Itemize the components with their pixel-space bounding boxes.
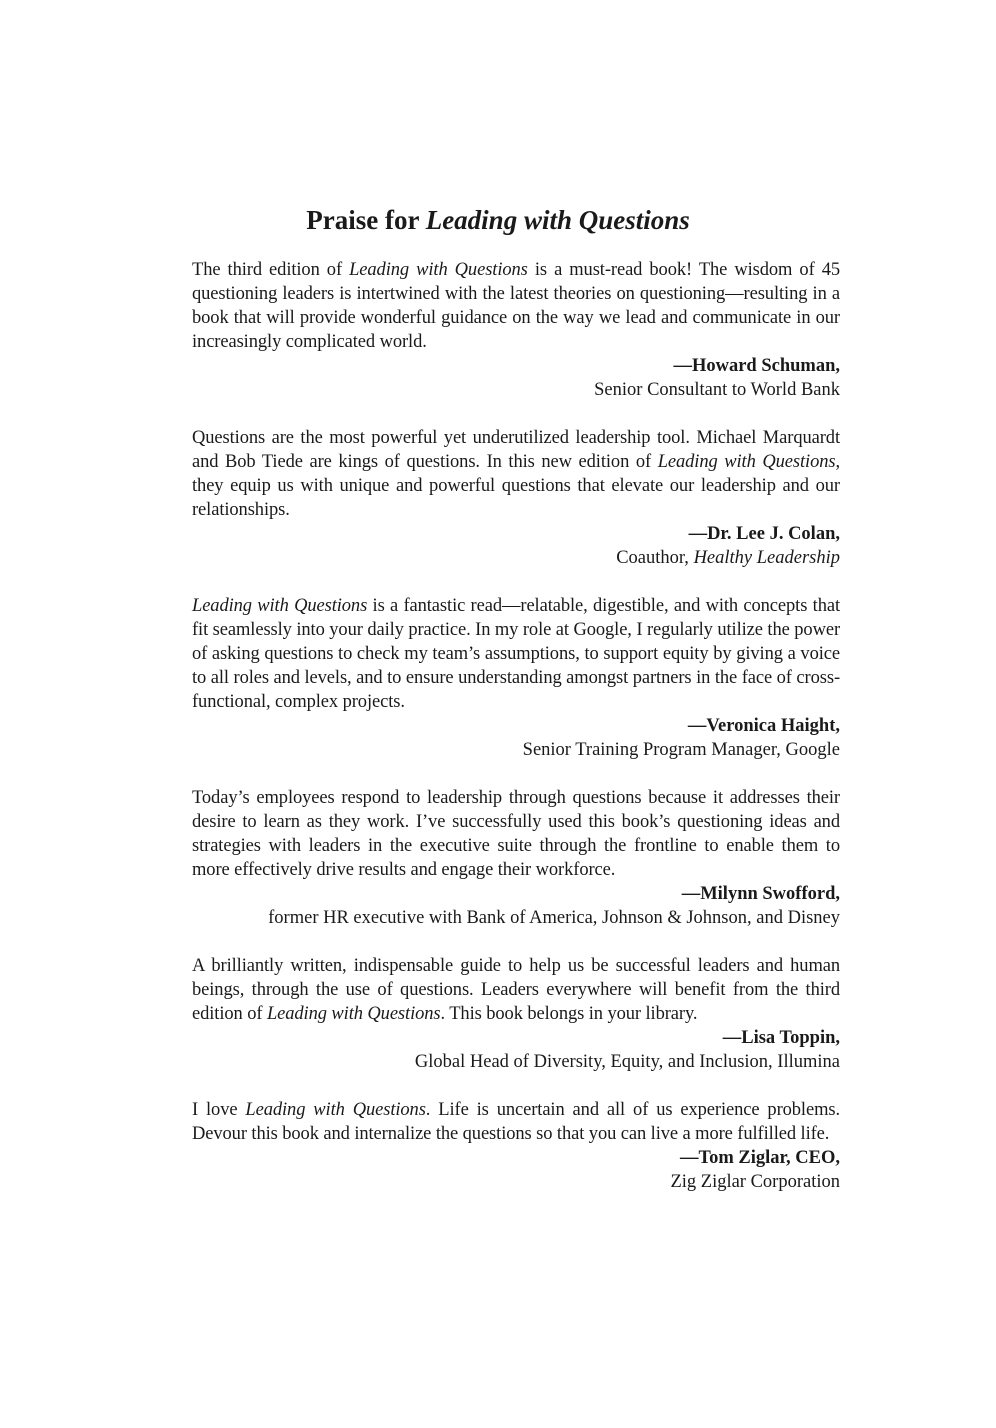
- text-run: I love: [192, 1100, 246, 1120]
- praise-quote: [192, 258, 840, 402]
- text-run: Questions are the most powerful yet underutilized leadership tool. Michael Marquardt and Bob Tiede are kings of questions. In this new edition of: [192, 428, 840, 472]
- quote-text: [192, 786, 840, 882]
- praise-quote: [192, 594, 840, 762]
- text-run: Coauthor,: [616, 548, 694, 568]
- text-run: Zig Ziglar Corporation: [670, 1172, 840, 1192]
- italic-text: Leading with Questions: [349, 260, 528, 280]
- quote-author-name: —Lisa Toppin,: [722, 1028, 840, 1048]
- italic-text: Leading with Questions: [245, 1100, 426, 1120]
- praise-quotes-list: [192, 258, 840, 1218]
- praise-quote: [192, 426, 840, 570]
- quote-text: [192, 258, 840, 354]
- text-run: A brilliantly written, indispensable guide to help us be successful leaders and human beings, through the use of questions. Leaders everywhere will benefit from the third edition of: [192, 956, 840, 1024]
- text-run: Senior Consultant to World Bank: [594, 380, 840, 400]
- quote-author-role: [192, 378, 840, 402]
- text-run: is a must-read book! The wisdom of 45 questioning leaders is intertwined with the latest theories on questioning—resulting in a book that will provide wonderful guidance on the way we lead and communicate in our increasingly complicated world.: [192, 260, 841, 352]
- italic-text: Leading with Questions: [266, 1004, 441, 1024]
- italic-text: Leading with Questions: [192, 596, 368, 616]
- page-title: [0, 200, 996, 240]
- quote-author-name: —Howard Schuman,: [673, 356, 840, 376]
- quote-text: [192, 1098, 840, 1146]
- praise-quote: [192, 1098, 840, 1194]
- quote-author-name: —Veronica Haight,: [687, 716, 840, 736]
- quote-author-name: —Milynn Swofford,: [681, 884, 840, 904]
- text-run: Senior Training Program Manager, Google: [522, 740, 840, 760]
- text-run: is a fantastic read—relatable, digestible, and with concepts that fit seamlessly into your daily practice. In my role at Google, I regularly utilize the power of asking questions to check my team’s assumptions, to support equity by giving a voice to all roles and levels, and to ensure understanding amongst partners in the face of cross-functional, complex projects.: [192, 596, 840, 712]
- quote-text: [192, 594, 840, 714]
- praise-quote: [192, 954, 840, 1074]
- quote-author-role: [192, 906, 840, 930]
- text-run: Global Head of Diversity, Equity, and Inclusion, Illumina: [414, 1052, 840, 1072]
- quote-author-role: [192, 1170, 840, 1194]
- quote-author-name: —Dr. Lee J. Colan,: [688, 524, 840, 544]
- text-run: The third edition of: [192, 260, 350, 280]
- quote-text: [192, 954, 840, 1026]
- text-run: Today’s employees respond to leadership through questions because it addresses their desire to learn as they work. I’ve successfully used this book’s questioning ideas and strategies with leaders in the executive suite through the frontline to enable them to more effectively drive results and engage their workforce.: [192, 788, 840, 880]
- italic-text: Healthy Leadership: [693, 548, 840, 568]
- text-run: , they equip us with unique and powerful questions that elevate our leadership and our relationships.: [192, 452, 841, 520]
- quote-author-role: [192, 1050, 840, 1074]
- title-prefix: Praise for: [306, 205, 426, 235]
- quote-author-role: [192, 738, 840, 762]
- quote-author-role: [192, 546, 840, 570]
- italic-text: Leading with Questions: [657, 452, 836, 472]
- text-run: . This book belongs in your library.: [440, 1004, 698, 1024]
- title-book-name: Leading with Questions: [425, 205, 690, 235]
- text-run: . Life is uncertain and all of us experience problems. Devour this book and internalize the questions so that you can live a more fulfilled life.: [192, 1100, 840, 1144]
- praise-quote: [192, 786, 840, 930]
- text-run: former HR executive with Bank of America, Johnson & Johnson, and Disney: [268, 908, 840, 928]
- quote-text: [192, 426, 840, 522]
- quote-author-name: —Tom Ziglar, CEO,: [679, 1148, 840, 1168]
